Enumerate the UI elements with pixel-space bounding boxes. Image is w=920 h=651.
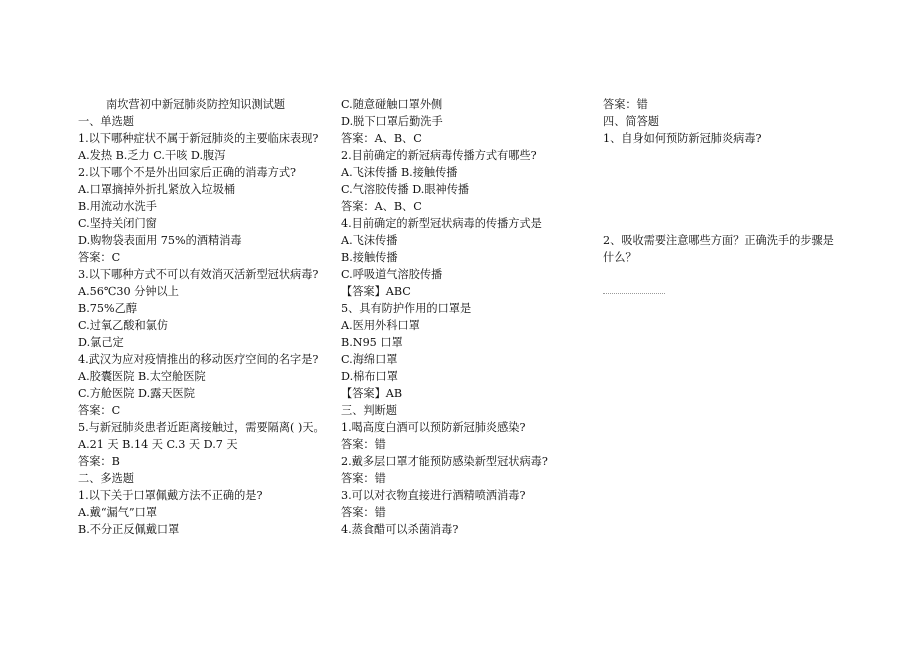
text-line: 4.目前确定的新型冠状病毒的传播方式是 [341, 217, 542, 230]
text-line: D.脱下口罩后勤洗手 [341, 115, 443, 128]
column-left [78, 96, 340, 538]
text-line: C.海绵口罩 [341, 353, 398, 366]
text-line: 1.以下关于口罩佩戴方法不正确的是? [78, 489, 263, 502]
text-line: D.氯己定 [78, 336, 124, 349]
text-line: B.用流动水洗手 [78, 200, 157, 213]
section-heading-short-answer: 四、简答题 [603, 115, 659, 128]
text-line: A.胶囊医院 B.太空舱医院 [78, 370, 206, 383]
text-line: D.棉布口罩 [341, 370, 398, 383]
text-line: 【答案】ABC [341, 285, 411, 298]
text-line: A.56℃30 分钟以上 [78, 285, 179, 298]
text-line: 答案：A、B、C [341, 132, 422, 145]
answer-space [603, 266, 843, 293]
text-line: 5.与新冠肺炎患者近距离接触过，需要隔离( )天。 [78, 421, 325, 434]
text-line: 二、多选题 [78, 472, 134, 485]
text-line: A.飞沫传播 B.接触传播 [341, 166, 458, 179]
text-line: 3.以下哪种方式不可以有效消灭活新型冠状病毒? [78, 268, 319, 281]
short-answer-question-1: 1、自身如何预防新冠肺炎病毒? [603, 132, 762, 145]
text-line: C.呼吸道气溶胶传播 [341, 268, 443, 281]
text-line: 一、单选题 [78, 115, 134, 128]
text-line: A.飞沫传播 [341, 234, 398, 247]
text-line: 答案：B [78, 455, 120, 468]
text-line: D.购物袋表面用 75%的酒精消毒 [78, 234, 242, 247]
text-line: 答案：A、B、C [341, 200, 422, 213]
text-line: A.戴“漏气”口罩 [78, 506, 158, 519]
text-line: 4.武汉为应对疫情推出的移动医疗空间的名字是? [78, 353, 319, 366]
text-line: 2.戴多层口罩才能预防感染新型冠状病毒? [341, 455, 548, 468]
text-line: 1.以下哪种症状不属于新冠肺炎的主要临床表现? [78, 132, 319, 145]
text-line: 三、判断题 [341, 404, 397, 417]
text-line: 4.蒸食醋可以杀菌消毒? [341, 523, 459, 536]
text-line: 2.目前确定的新冠病毒传播方式有哪些? [341, 149, 537, 162]
column-middle [341, 96, 603, 538]
text-line: 3.可以对衣物直接进行酒精喷洒消毒? [341, 489, 526, 502]
text-line: A.口罩摘掉外折扎紧放入垃圾桶 [78, 183, 236, 196]
text-line: A.发热 B.乏力 C.干咳 D.腹泻 [78, 149, 226, 162]
text-line: 1.喝高度白酒可以预防新冠肺炎感染? [341, 421, 526, 434]
text-line: B.75%乙醇 [78, 302, 138, 315]
text-line: A.医用外科口罩 [341, 319, 420, 332]
text-line: C.方舱医院 D.露天医院 [78, 387, 195, 400]
text-line: C.随意碰触口罩外侧 [341, 98, 443, 111]
text-line: 5、具有防护作用的口罩是 [341, 302, 472, 315]
text-line: 2.以下哪个不是外出回家后正确的消毒方式? [78, 166, 297, 179]
text-line: 答案：错 [341, 506, 386, 519]
text-line: B.接触传播 [341, 251, 398, 264]
text-line: 答案：错 [341, 472, 386, 485]
text-line: C.气溶胶传播 D.眼神传播 [341, 183, 470, 196]
text-line: B.不分正反佩戴口罩 [78, 523, 180, 536]
text-line: 答案：C [78, 404, 121, 417]
answer-line: 答案：错 [603, 98, 648, 111]
text-line: C.坚持关闭门窗 [78, 217, 157, 230]
text-line: 答案：错 [341, 438, 386, 451]
short-answer-question-2: 2、吸收需要注意哪些方面？正确洗手的步骤是什么？ [603, 234, 834, 264]
document-title: 南坎营初中新冠肺炎防控知识测试题 [106, 98, 286, 111]
text-line: B.N95 口罩 [341, 336, 403, 349]
text-line: A.21 天 B.14 天 C.3 天 D.7 天 [78, 438, 238, 451]
answer-space [603, 147, 843, 232]
dotted-rule [603, 293, 665, 294]
text-line: 【答案】AB [341, 387, 403, 400]
text-line: C.过氧乙酸和氯仿 [78, 319, 169, 332]
column-right [603, 96, 843, 294]
text-line: 答案：C [78, 251, 121, 264]
